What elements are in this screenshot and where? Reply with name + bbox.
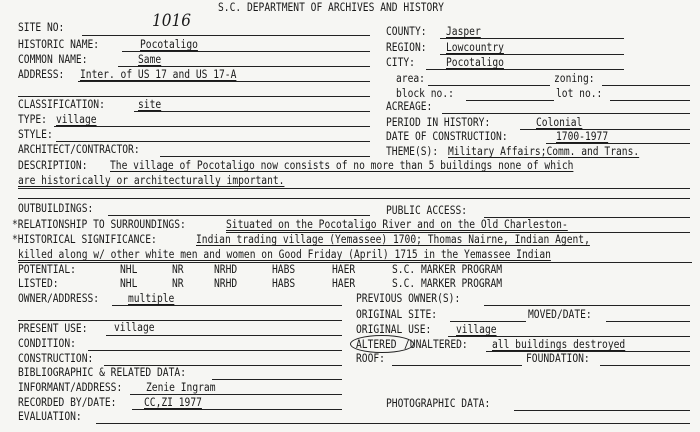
type-label: TYPE:: [18, 113, 47, 126]
themes-label: THEME(S):: [386, 145, 439, 158]
recorded-label: RECORDED BY/DATE:: [18, 396, 117, 409]
significance-line2[interactable]: killed along w/ other white men and women on Good Friday (April) 1715 in the Yemassee Indian: [18, 248, 551, 261]
potential-nrhd[interactable]: NRHD: [214, 263, 238, 276]
owner-line-2: [18, 320, 342, 321]
original-use-label: ORIGINAL USE:: [356, 323, 432, 336]
listed-nr[interactable]: NR: [172, 277, 184, 290]
classification-label: CLASSIFICATION:: [18, 98, 105, 111]
significance-line1[interactable]: Indian trading village (Yemassee) 1700; Thomas Nairne, Indian Agent,: [196, 233, 590, 246]
classification-top-line: [18, 96, 370, 97]
classification-line: [134, 111, 370, 112]
moved-date-label: MOVED/DATE:: [528, 308, 592, 321]
block-no-line: [466, 100, 554, 101]
region-value[interactable]: Lowcountry: [446, 41, 504, 54]
altered-value[interactable]: all buildings destroyed: [492, 338, 626, 351]
address-label: ADDRESS:: [18, 68, 65, 81]
potential-marker[interactable]: S.C. MARKER PROGRAM: [392, 263, 503, 276]
lot-no-label: lot no.:: [556, 87, 603, 100]
county-line: [440, 38, 624, 39]
themes-value[interactable]: Military Affairs;Comm. and Trans.: [448, 145, 640, 158]
historic-name-label: HISTORIC NAME:: [18, 38, 100, 51]
foundation-label: FOUNDATION:: [526, 352, 590, 365]
site-no-label: SITE NO:: [18, 21, 65, 34]
lot-no-line: [610, 100, 690, 101]
altered-option[interactable]: ALTERED: [356, 338, 397, 351]
architect-line: [160, 156, 370, 157]
listed-haer[interactable]: HAER: [332, 277, 356, 290]
listed-habs[interactable]: HABS: [272, 277, 296, 290]
address-value[interactable]: Inter. of US 17 and US 17-A: [80, 68, 237, 81]
unaltered-option[interactable]: /UNALTERED:: [404, 338, 468, 351]
city-label: CITY:: [386, 56, 415, 69]
original-use-line: [448, 336, 690, 337]
informant-value[interactable]: Zenie Ingram: [146, 381, 216, 394]
description-line1[interactable]: The village of Pocotaligo now consists of no more than 5 buildings none of which: [110, 159, 574, 172]
present-use-label: PRESENT USE:: [18, 322, 88, 335]
city-line: [426, 69, 624, 70]
condition-label: CONDITION:: [18, 337, 76, 350]
region-label: REGION:: [386, 41, 427, 54]
photographic-label: PHOTOGRAPHIC DATA:: [386, 397, 491, 410]
present-use-line: [106, 335, 342, 336]
style-line: [56, 141, 370, 142]
photographic-line: [514, 410, 690, 411]
evaluation-label: EVALUATION:: [18, 410, 82, 423]
period-value[interactable]: Colonial: [536, 116, 583, 129]
listed-nhl[interactable]: NHL: [120, 277, 138, 290]
common-name-label: COMMON NAME:: [18, 53, 88, 66]
previous-owners-line: [484, 305, 690, 306]
recorded-value[interactable]: CC,ZI 1977: [144, 396, 202, 409]
bibliographic-line: [212, 379, 342, 380]
moved-date-line: [606, 321, 690, 322]
listed-marker[interactable]: S.C. MARKER PROGRAM: [392, 277, 503, 290]
relationship-value[interactable]: Situated on the Pocotaligo River and on the Old Charleston-: [226, 218, 568, 231]
potential-nr[interactable]: NR: [172, 263, 184, 276]
city-value[interactable]: Pocotaligo: [446, 56, 504, 69]
previous-owners-label: PREVIOUS OWNER(S):: [356, 292, 461, 305]
type-line: [54, 126, 370, 127]
form-header: S.C. DEPARTMENT OF ARCHIVES AND HISTORY: [218, 1, 444, 14]
historic-name-line: [122, 51, 370, 52]
common-name-value[interactable]: Same: [138, 53, 162, 66]
block-no-label: block no.:: [396, 87, 454, 100]
listed-nrhd[interactable]: NRHD: [214, 277, 238, 290]
style-label: STYLE:: [18, 128, 53, 141]
site-no-value[interactable]: 1016: [152, 11, 191, 31]
original-use-value[interactable]: village: [456, 323, 497, 336]
informant-label: INFORMANT/ADDRESS:: [18, 381, 123, 394]
roof-label: ROOF:: [356, 352, 385, 365]
blank-line: [18, 198, 690, 199]
architect-label: ARCHITECT/CONTRACTOR:: [18, 143, 140, 156]
public-access-label: PUBLIC ACCESS:: [386, 204, 468, 217]
potential-nhl[interactable]: NHL: [120, 263, 138, 276]
region-line: [440, 54, 624, 55]
date-construction-label: DATE OF CONSTRUCTION:: [386, 130, 508, 143]
date-construction-value[interactable]: 1700-1977: [556, 130, 609, 143]
owner-label: OWNER/ADDRESS:: [18, 292, 100, 305]
relationship-label: *RELATIONSHIP TO SURROUNDINGS:: [12, 218, 186, 231]
owner-line: [112, 305, 342, 306]
county-value[interactable]: Jasper: [446, 25, 481, 38]
significance-label: *HISTORICAL SIGNIFICANCE:: [12, 233, 157, 246]
period-label: PERIOD IN HISTORY:: [386, 116, 491, 129]
original-site-line: [450, 321, 526, 322]
potential-habs[interactable]: HABS: [272, 263, 296, 276]
bibliographic-label: BIBLIOGRAPHIC & RELATED DATA:: [18, 366, 186, 379]
area-line: [428, 85, 550, 86]
outbuildings-line: [108, 215, 370, 216]
listed-label: LISTED:: [18, 277, 59, 290]
present-use-value[interactable]: village: [114, 321, 155, 334]
foundation-line: [600, 365, 690, 366]
zoning-label: zoning:: [554, 72, 595, 85]
original-site-label: ORIGINAL SITE:: [356, 308, 438, 321]
description-line: [18, 188, 690, 189]
area-label: area:: [396, 72, 425, 85]
acreage-line: [442, 113, 690, 114]
description-label: DESCRIPTION:: [18, 159, 88, 172]
evaluation-line: [96, 423, 690, 424]
description-line2[interactable]: are historically or architecturally important.: [18, 174, 285, 187]
informant-line: [130, 394, 342, 395]
historic-name-value[interactable]: Pocotaligo: [140, 38, 198, 51]
zoning-line: [602, 85, 690, 86]
county-label: COUNTY:: [386, 25, 427, 38]
recorded-line: [132, 409, 342, 410]
owner-value[interactable]: multiple: [128, 292, 175, 305]
outbuildings-label: OUTBUILDINGS:: [18, 202, 94, 215]
construction-label: CONSTRUCTION:: [18, 352, 94, 365]
classification-value[interactable]: site: [138, 98, 162, 111]
site-no-line: [82, 35, 370, 36]
potential-haer[interactable]: HAER: [332, 263, 356, 276]
acreage-label: ACREAGE:: [386, 100, 433, 113]
roof-line: [392, 365, 522, 366]
type-value[interactable]: village: [56, 113, 97, 126]
condition-line: [88, 350, 342, 351]
potential-label: POTENTIAL:: [18, 263, 76, 276]
address-line: [78, 81, 370, 82]
common-name-line: [118, 66, 370, 67]
date-construction-line: [546, 143, 690, 144]
